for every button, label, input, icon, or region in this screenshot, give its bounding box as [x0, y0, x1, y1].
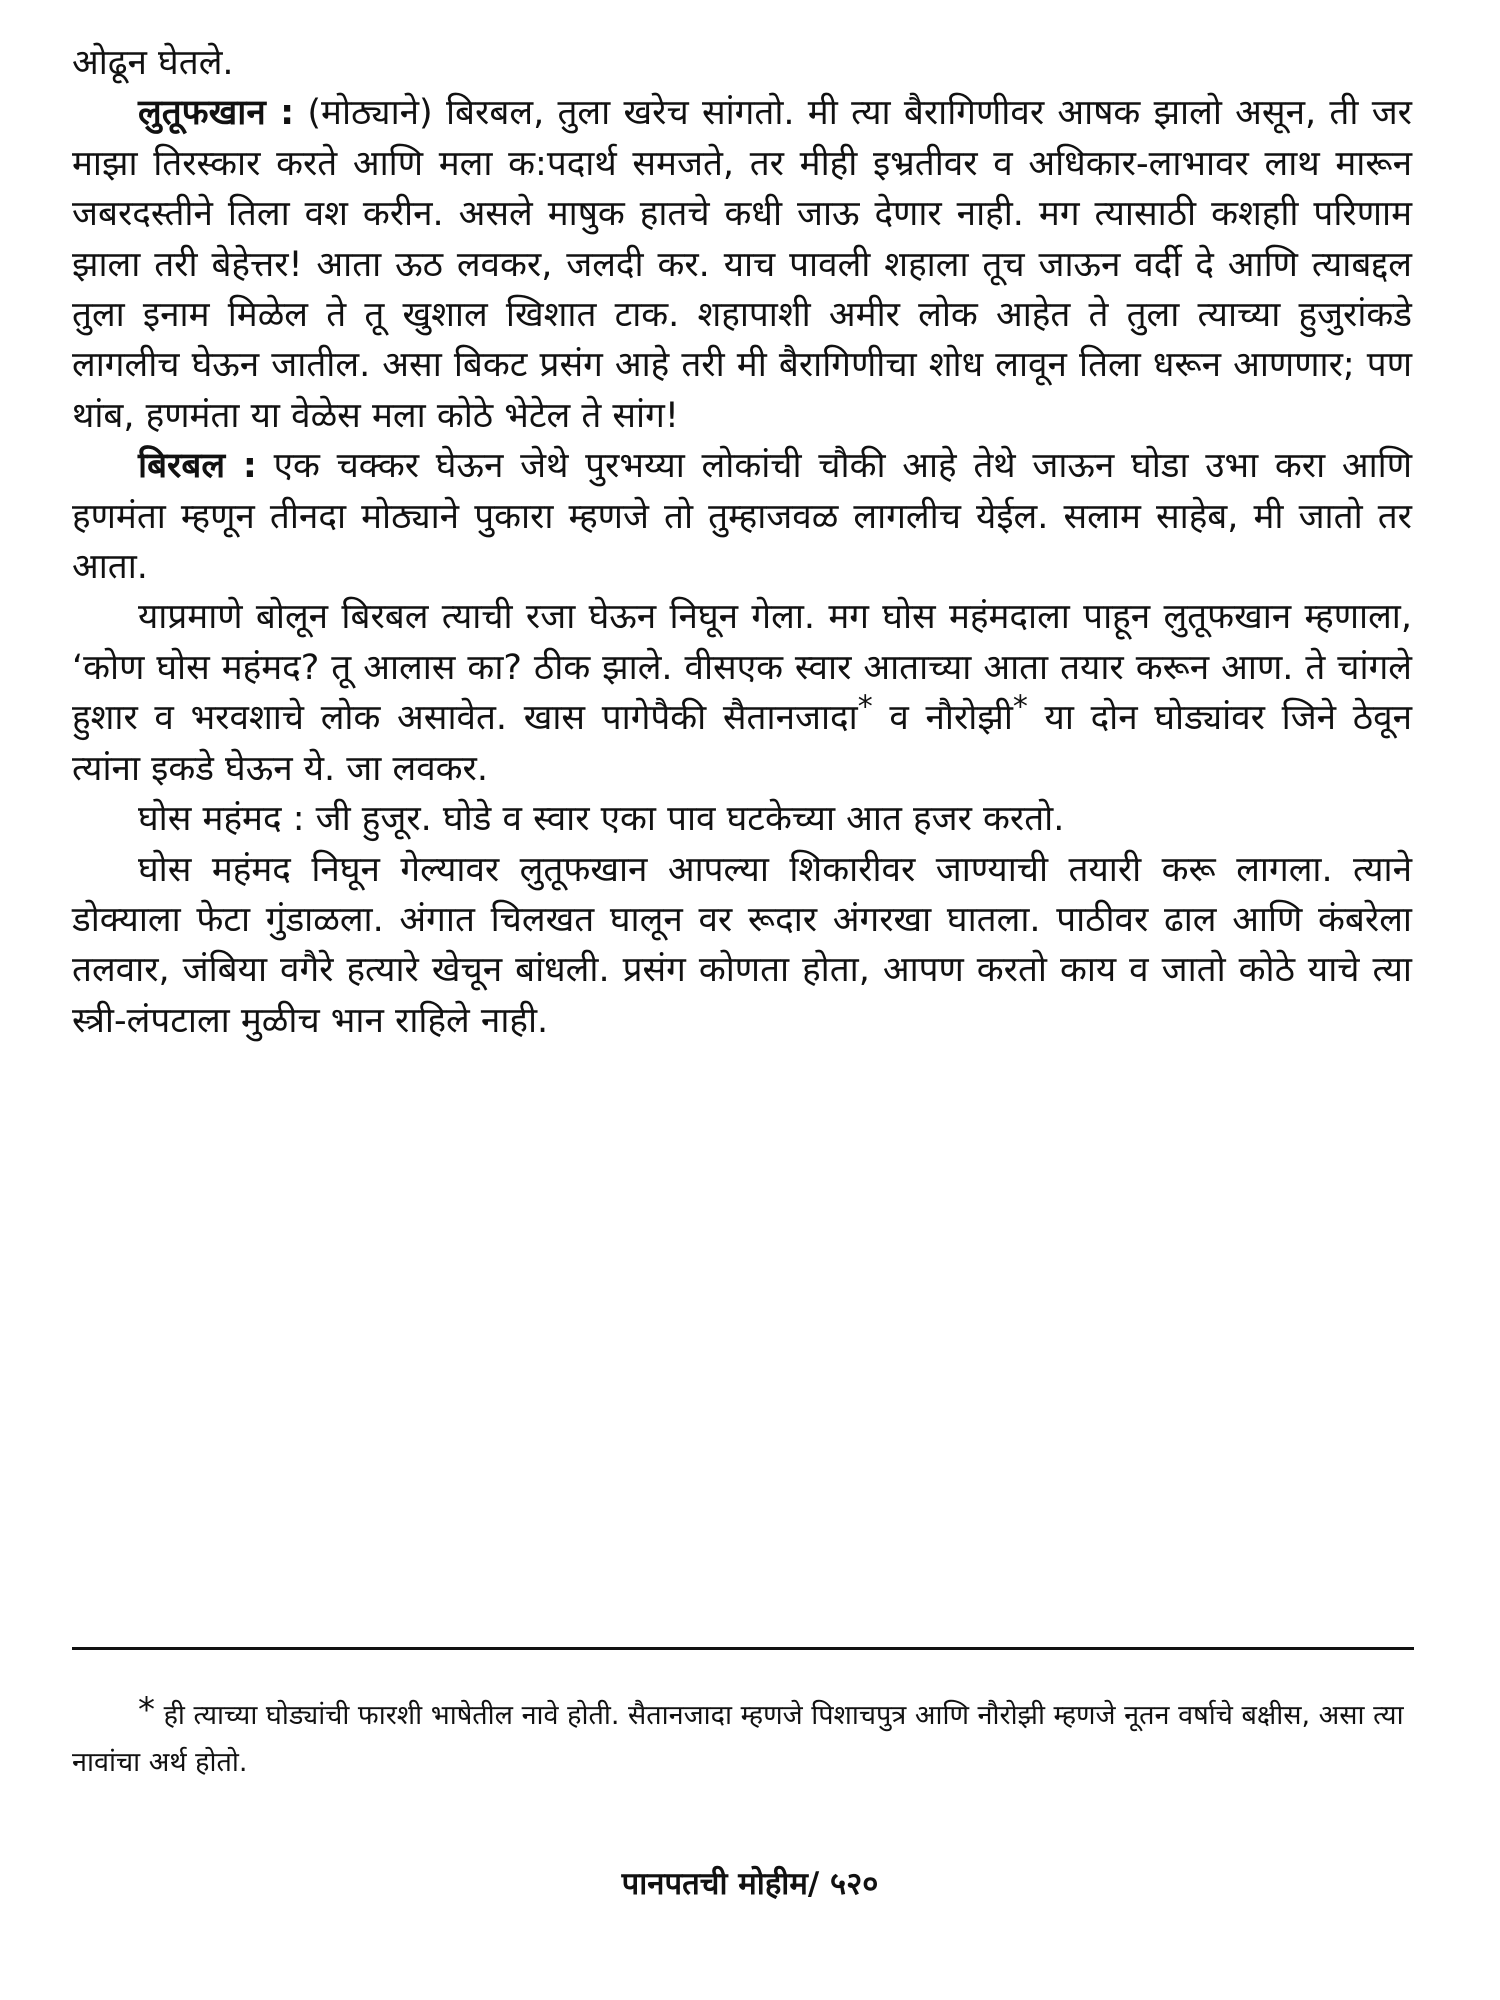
footnote-text: ही त्याच्या घोड्यांची फारशी भाषेतील नावे होती. सैतानजादा म्हणजे पिशाचपुत्र आणि नौरोझी म्हणजे नूतन वर्षाचे बक्षीस, असा त्या नावांचा अर्थ होतो.: [72, 1700, 1404, 1778]
footnote-paragraph: [72, 1687, 1412, 1786]
dialogue-ghos-mahammad: घोस महंमद : जी हुजूर. घोडे व स्वार एका पाव घटकेच्या आत हजर करतो.: [138, 799, 1065, 840]
dialogue-lutufkhan: [72, 88, 1412, 441]
page-footer: पानपतची मोहीम/ ५२०: [621, 1866, 879, 1902]
speaker-name: बिरबल :: [138, 446, 257, 487]
narration-text: याप्रमाणे बोलून बिरबल त्याची रजा घेऊन निघून गेला. मग घोस महंमदाला पाहून लुतूफखान म्हणाला, ‘कोण घोस महंमद? तू आलास का? ठीक झाले. वीसएक स्वार आताच्या आता तयार करून आण. ते चांगले हुशार व भरवशाचे लोक असावेत. खास पागेपैकी सैतानजादा: [72, 597, 1412, 739]
narration-text: व नौरोझी: [872, 698, 1013, 739]
dialogue-birbal: [72, 441, 1412, 592]
narration-text: या दोन घोड्यांवर जिने ठेवून त्यांना इकडे घेऊन ये. जा लवकर.: [72, 698, 1412, 789]
footnote: [72, 1687, 1412, 1786]
footnote-marker: *: [138, 1690, 155, 1730]
footnote-reference: *: [1012, 689, 1028, 725]
main-text: [72, 38, 1412, 1046]
speaker-name: लुतूफखान :: [138, 93, 295, 134]
paragraph-narration: घोस महंमद निघून गेल्यावर लुतूफखान आपल्या शिकारीवर जाण्याची तयारी करू लागला. त्याने डोक्याला फेटा गुंडाळला. अंगात चिलखत घालून वर रूदार अंगरखा घातला. पाठीवर ढाल आणि कंबरेला तलवार, जंबिया वगैरे हत्यारे खेचून बांधली. प्रसंग कोणता होता, आपण करतो काय व जातो कोठे याचे त्या स्त्री-लंपटाला मुळीच भान राहिले नाही.: [72, 849, 1412, 1041]
dialogue-text: (मोठ्याने) बिरबल, तुला खरेच सांगतो. मी त्या बैरागिणीवर आषक झालो असून, ती जर माझा तिरस्कार करते आणि मला क:पदार्थ समजते, तर मीही इभ्रतीवर व अधिकार-लाभावर लाथ मारून जबरदस्तीने तिला वश करीन. असले माषुक हातचे कधी जाऊ देणार नाही. मग त्यासाठी कशहाी परिणाम झाला तरी बेहेत्तर! आता ऊठ लवकर, जलदी कर. याच पावली शहाला तूच जाऊन वर्दी दे आणि त्याबद्दल तुला इनाम मिळेल ते तू खुशाल खिशात टाक. शहापाशी अमीर लोक आहेत ते तुला त्याच्या हुजुरांकडे लागलीच घेऊन जातील. असा बिकट प्रसंग आहे तरी मी बैरागिणीचा शोध लावून तिला धरून आणणार; पण थांब, हणमंता या वेळेस मला कोठे भेटेल ते सांग!: [72, 93, 1412, 436]
paragraph-continuation: ओढून घेतले.: [72, 43, 234, 83]
dialogue-text: एक चक्कर घेऊन जेथे पुरभय्या लोकांची चौकी आहे तेथे जाऊन घोडा उभा करा आणि हणमंता म्हणून तीनदा मोठ्याने पुकारा म्हणजे तो तुम्हाजवळ लागलीच येईल. सलाम साहेब, मी जातो तर आता.: [72, 446, 1412, 588]
footnote-divider: [72, 1647, 1414, 1650]
paragraph-narration: [72, 592, 1412, 794]
footnote-reference: *: [857, 689, 873, 725]
